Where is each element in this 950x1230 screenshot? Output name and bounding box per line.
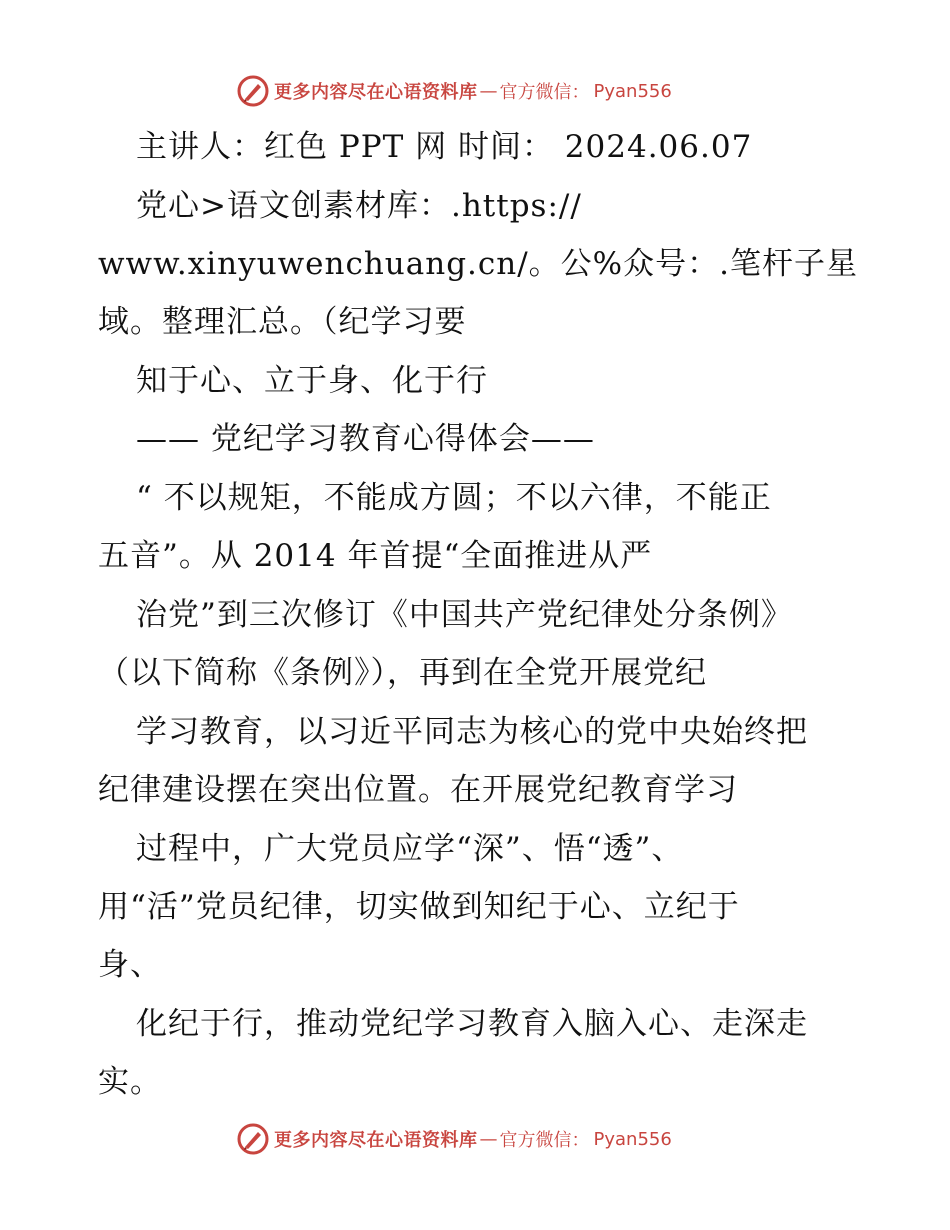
text-line: 化纪于行，推动党纪学习教育入脑入心、走深走 xyxy=(136,1006,808,1042)
text-line: 治党”到三次修订《中国共产党纪律处分条例》 xyxy=(136,597,793,633)
text-line: 域。整理汇总。（纪学习要 xyxy=(98,304,467,340)
text-line: 纪律建设摆在突出位置。在开展党纪教育学习 xyxy=(98,772,738,808)
text-line: “ 不以规矩，不能成方圆；不以六律，不能正 xyxy=(136,480,772,516)
text-line: 五音”。从 2014 年首提“全面推进从严 xyxy=(98,538,653,574)
banner-wechat-id: Pyan556 xyxy=(593,1128,672,1150)
footer-banner xyxy=(236,1122,672,1156)
text-line: 用“活”党员纪律，切实做到知纪于心、立纪于 xyxy=(98,889,740,925)
speaker-line: 主讲人：红色 PPT 网 时间： 2024.06.07 xyxy=(136,129,753,165)
banner-wechat-id: Pyan556 xyxy=(593,80,672,102)
banner-main-text: 更多内容尽在心语资料库 xyxy=(274,82,478,103)
banner-wechat-label: 官方微信： xyxy=(499,1130,590,1151)
banner-main-text: 更多内容尽在心语资料库 xyxy=(274,1130,478,1151)
pen-logo-icon xyxy=(236,1122,270,1156)
text-line: 党心>语文创素材库：.https:// xyxy=(136,188,582,224)
banner-separator: — xyxy=(479,80,498,102)
text-line: （以下简称《条例》），再到在全党开展党纪 xyxy=(98,655,707,691)
doc-subtitle: —— 党纪学习教育心得体会—— xyxy=(136,421,595,457)
text-line: 过程中，广大党员应学“深”、悟“透”、 xyxy=(136,831,684,867)
doc-title: 知于心、立于身、化于行 xyxy=(136,363,488,399)
pen-logo-icon xyxy=(236,74,270,108)
header-banner xyxy=(236,74,672,108)
text-line: 身、 xyxy=(98,947,162,983)
banner-separator: — xyxy=(479,1128,498,1150)
text-line: www.xinyuwenchuang.cn/。公%众号：.笔杆子星 xyxy=(98,246,858,282)
text-line: 实。 xyxy=(98,1064,162,1100)
text-line: 学习教育，以习近平同志为核心的党中央始终把 xyxy=(136,714,808,750)
banner-wechat-label: 官方微信： xyxy=(499,82,590,103)
